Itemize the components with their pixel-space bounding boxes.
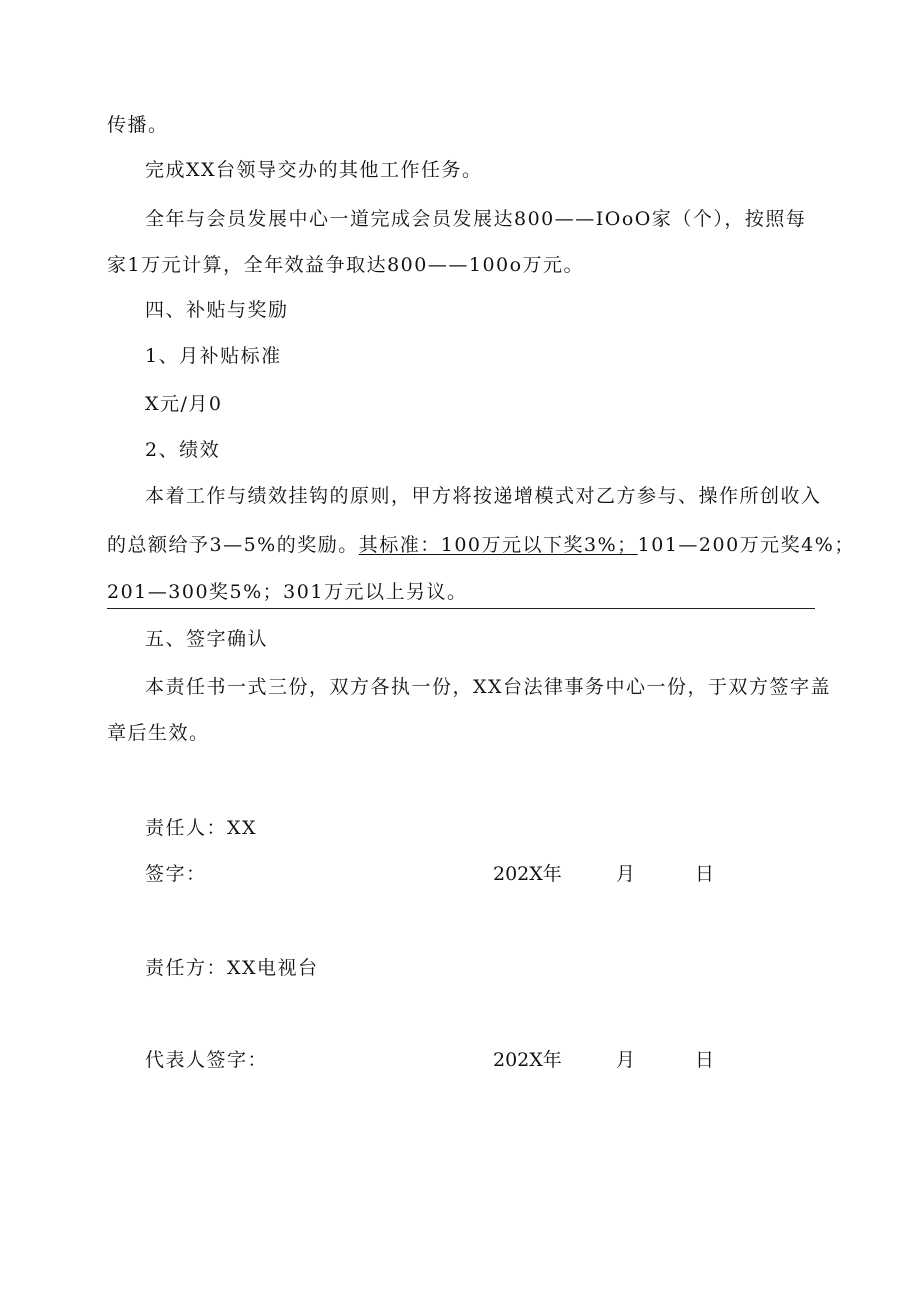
paragraph-performance-line-1: 本着工作与绩效挂钩的原则，甲方将按递增模式对乙方参与、操作所创收入 [145,485,822,507]
person-date-day: 日 [695,863,715,885]
person-date-year: 202X年 [493,863,562,885]
responsible-party-label: 责任方：XX电视台 [145,957,319,979]
reward-range-text: 的总额给予3—5%的奖励。 [107,534,359,556]
rep-date-month: 月 [616,1049,636,1071]
reward-tier-2: 101—200万元奖4%； [637,534,855,556]
person-date-month: 月 [616,863,636,885]
paragraph-performance-line-3: 201—300奖5%；301万元以上另议。 [107,581,468,603]
person-sign-label: 签字： [145,863,207,885]
paragraph-goal-line-1: 全年与会员发展中心一道完成会员发展达800——IOoO家（个），按照每 [145,208,807,230]
paragraph-performance-line-2 [107,532,855,558]
representative-sign-label: 代表人签字： [145,1049,269,1071]
paragraph-signature-line-2: 章后生效。 [107,722,210,744]
rep-date-year: 202X年 [493,1049,562,1071]
reward-standard-underlined: 其标准：100万元以下奖3%； [358,534,638,556]
section-heading-subsidy: 四、补贴与奖励 [145,299,289,321]
item-value-monthly-subsidy: X元/月0 [145,393,223,415]
item-heading-monthly-subsidy: 1、月补贴标准 [145,345,282,367]
paragraph-goal-line-2: 家1万元计算，全年效益争取达800——100o万元。 [107,254,585,276]
horizontal-divider [107,608,815,609]
item-heading-performance: 2、绩效 [145,439,221,461]
section-heading-signature: 五、签字确认 [145,628,269,650]
paragraph-other-tasks: 完成XX台领导交办的其他工作任务。 [145,159,483,181]
responsible-person-label: 责任人：XX [145,817,258,839]
rep-date-day: 日 [695,1049,715,1071]
paragraph-signature-line-1: 本责任书一式三份，双方各执一份，XX台法律事务中心一份，于双方签字盖 [145,676,832,698]
paragraph-continuation: 传播。 [107,114,169,136]
